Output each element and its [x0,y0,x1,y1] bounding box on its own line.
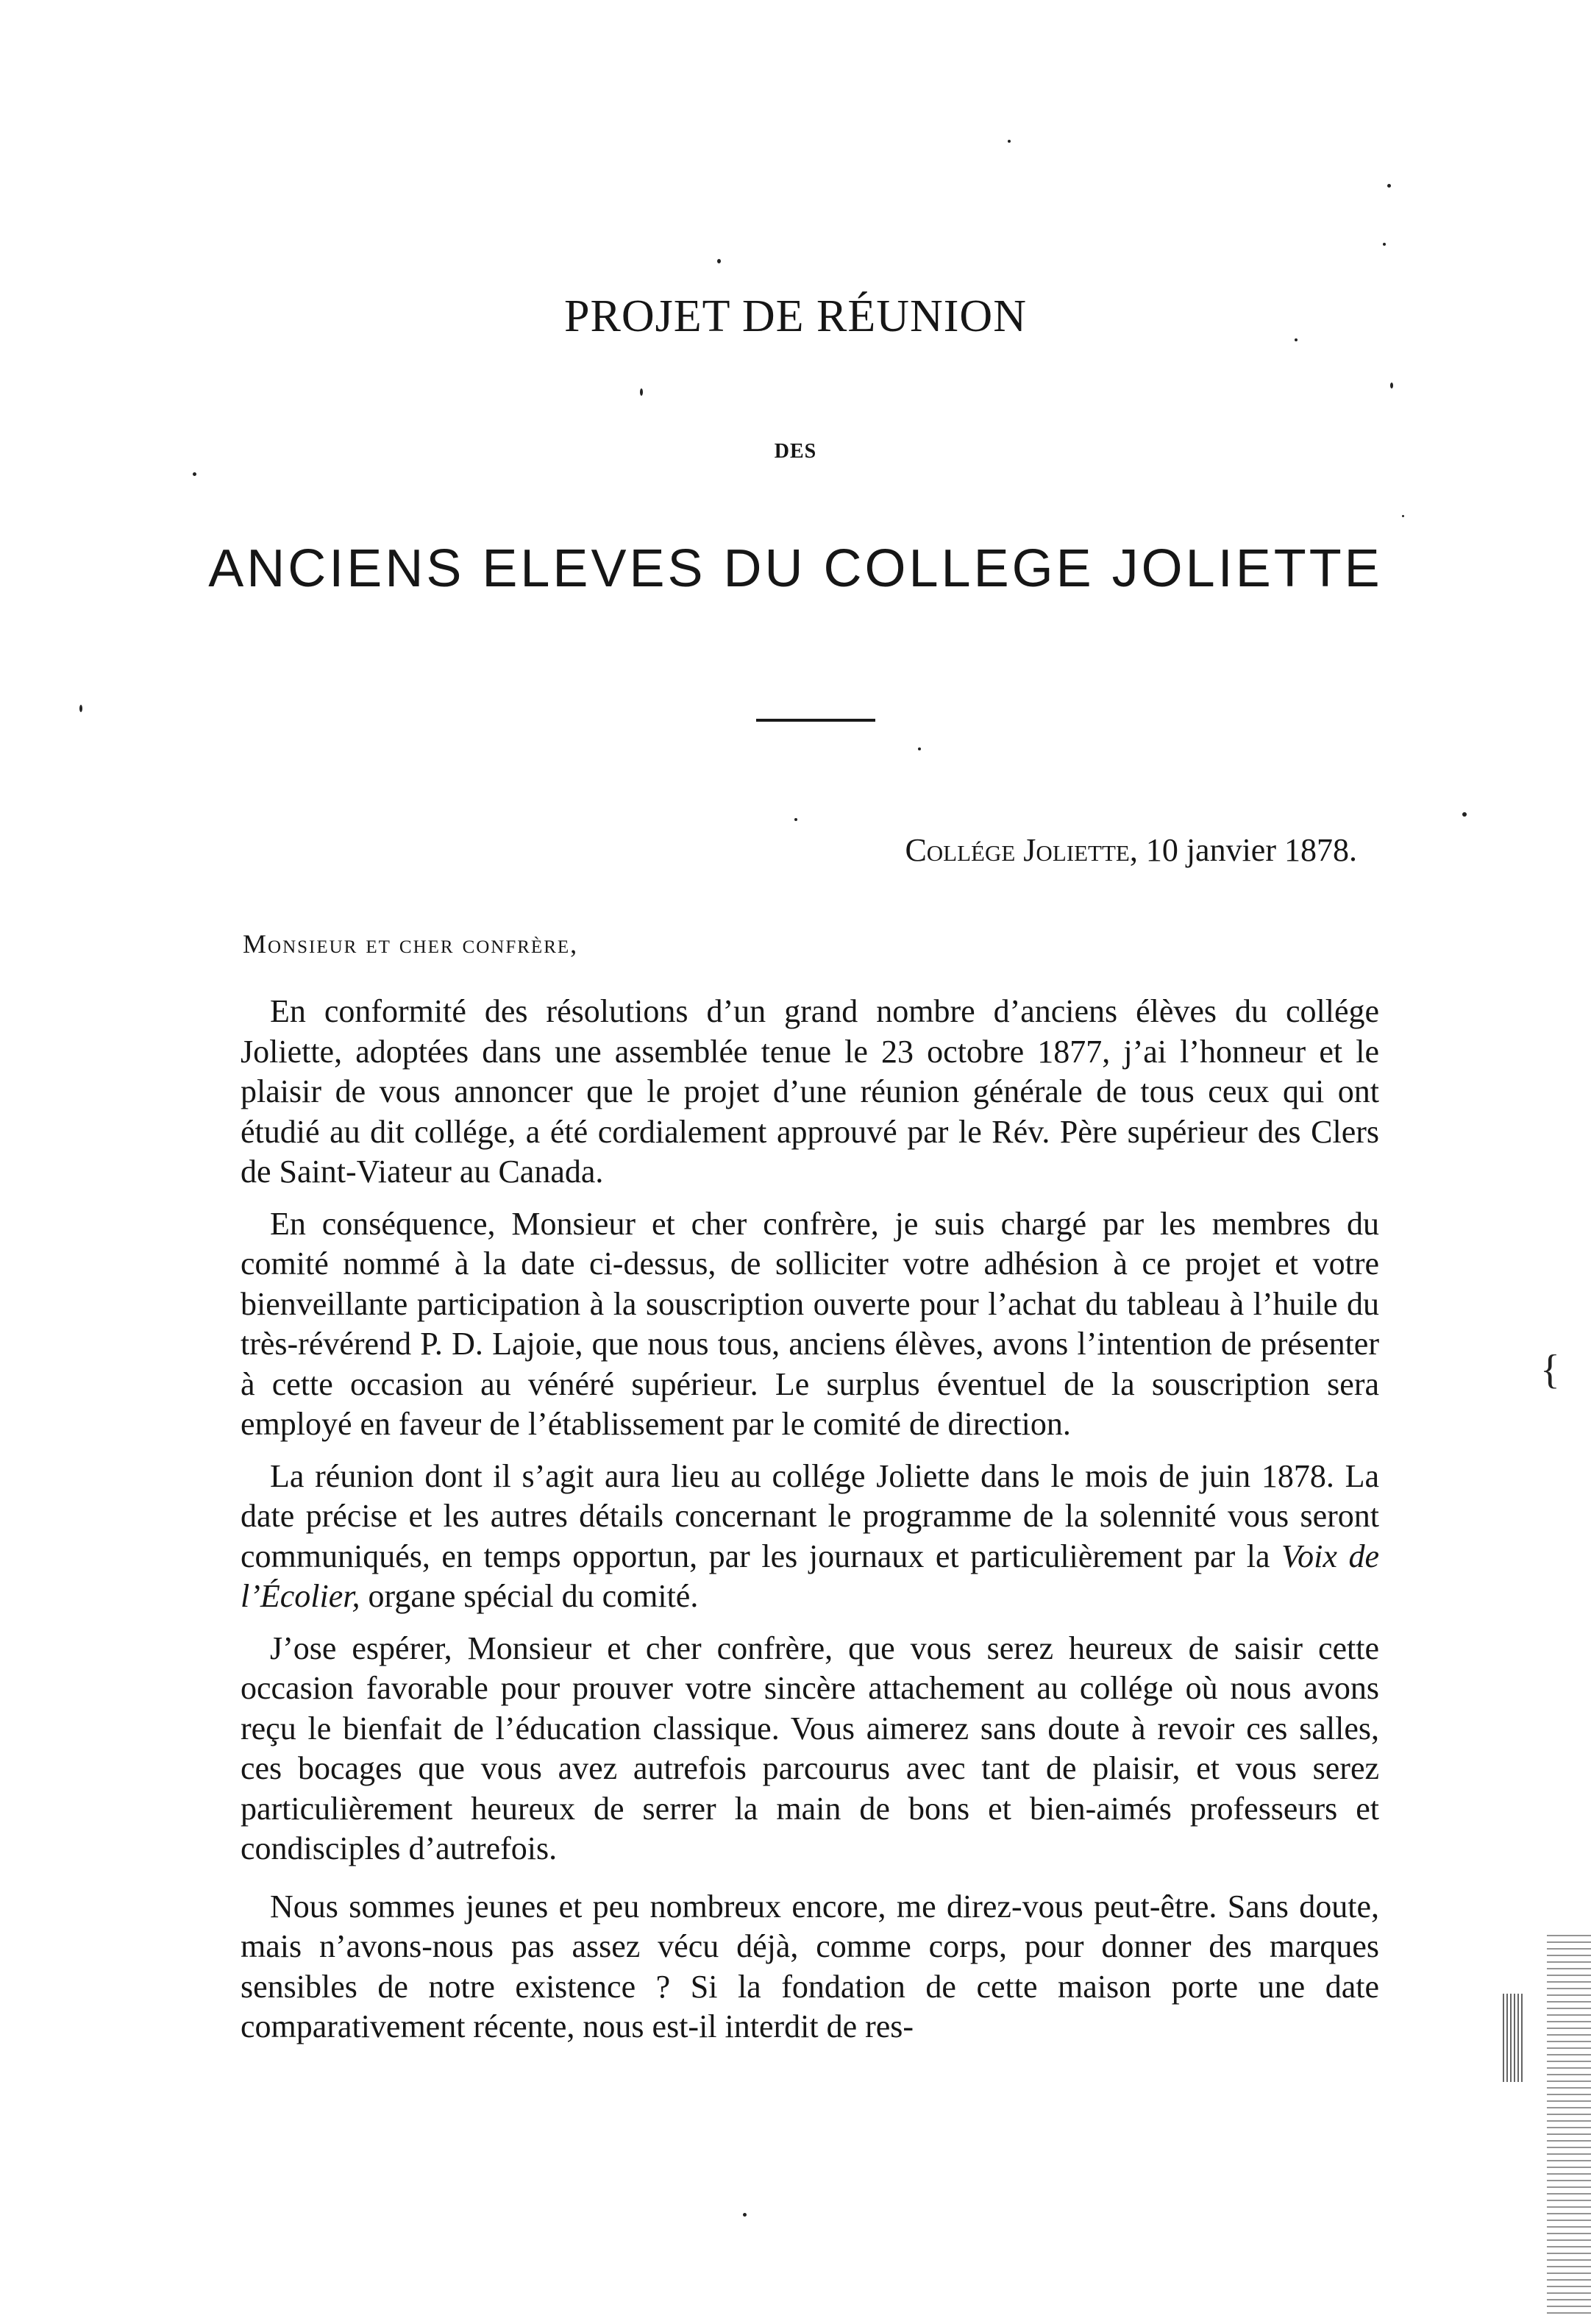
scan-speck [1402,515,1404,517]
scan-speck [1383,243,1386,246]
scan-speck [193,472,196,476]
paragraph-1: En conformité des résolutions d’un grand nombre d’anciens élèves du collége Joliette, adoptées dans une assemblée tenue le 23 octobre 1877, j’ai l’honneur et le plaisir de vous annoncer que le projet d’une réunion générale de tous ceux qui ont étudié au dit collége, a été cordialement approuvé par le Rév. Père supérieur des Clers de Saint-Viateur au Canada. [241,993,1379,1190]
title-connector: DES [774,440,817,463]
salutation: Monsieur et cher confrère, [243,929,579,959]
paragraph-3 [241,1457,1379,1617]
margin-bracket-mark: { [1540,1347,1560,1393]
letter-body [241,992,1379,2059]
scan-speck [1387,184,1391,188]
scan-speck [79,705,82,712]
scan-speck [1390,383,1393,388]
document-title: PROJET DE RÉUNION [564,291,1027,341]
scan-speck [1295,338,1298,341]
scan-speck [1462,812,1467,817]
scan-speck [640,388,643,396]
page-edge-scan [1547,1935,1591,2317]
document-subtitle: ANCIENS ELEVES DU COLLEGE JOLIETTE [208,539,1383,598]
scan-speck [918,747,921,750]
scan-speck [794,818,797,821]
page-edge-mark [1503,1994,1525,2082]
paragraph-4: J’ose espérer, Monsieur et cher confrère, que vous serez heureux de saisir cette occasion favorable pour prouver votre sincère attachement au collége où nous avons reçu le bienfait de l’éducation classique. Vous aimerez sans doute à revoir ces salles, ces bocages que vous avez autrefois parcourus avec tant de plaisir, et vous serez particulièrement heureux de serrer la main de bons et bien-aimés professeurs et condisciples d’autrefois. [241,1630,1379,1866]
paragraph-3-text: La réunion dont il s’agit aura lieu au collége Joliette dans le mois de juin 1878. La date précise et les autres détails concernant le programme de la solennité vous seront communiqués, en temps opportun, par les journaux et particulièrement par la [241,1457,1379,1574]
journal-title: Voix de l’Écolier, [241,1538,1379,1614]
title-rule [756,719,875,722]
paragraph-5: Nous sommes jeunes et peu nombreux encore, me direz-vous peut-être. Sans doute, mais n’avons-nous pas assez vécu déjà, comme corps, pour donner des marques sensibles de notre existence ? Si la fondation de cette maison porte une date comparativement récente, nous est-il interdit de res- [241,1888,1379,2044]
paragraph-2: En conséquence, Monsieur et cher confrère, je suis chargé par les membres du comité nommé à la date ci-dessus, de solliciter votre adhésion à ce projet et votre bienveillante participation à la souscription ouverte pour l’achat du tableau à l’huile du très-révérend P. D. Lajoie, que nous tous, anciens élèves, avons l’intention de présenter à cette occasion au vénéré supérieur. Le surplus éventuel de la souscription sera employé en faveur de l’établissement par le comité de direction. [241,1205,1379,1442]
scan-speck [743,2213,747,2217]
paragraph-3-tail: organe spécial du comité. [368,1578,699,1614]
scan-speck [1008,140,1011,143]
dateline-date: 10 janvier 1878. [1145,832,1357,868]
dateline [905,831,1357,869]
scan-speck [717,259,721,263]
dateline-place: Collége Joliette, [905,832,1138,868]
